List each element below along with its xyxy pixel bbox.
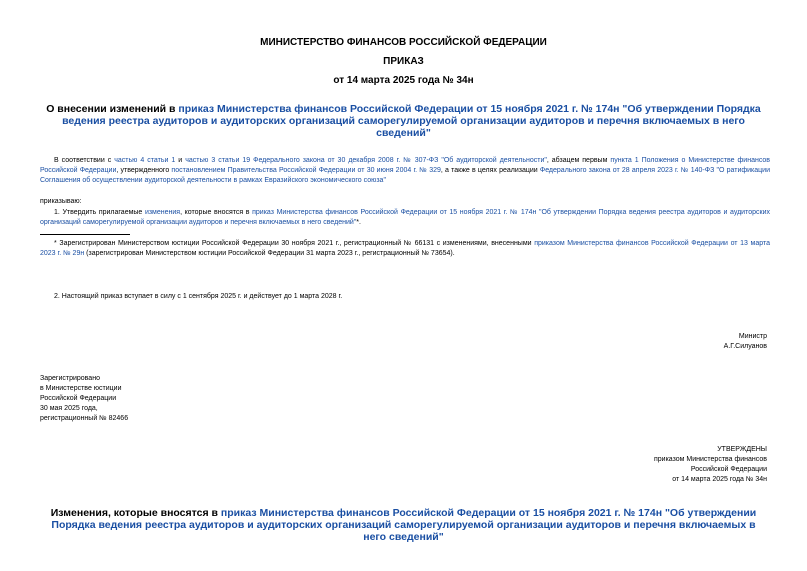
- footnote: [40, 239, 770, 259]
- item-1-text-1: 1. Утвердить прилагаемые: [54, 209, 145, 216]
- approval-line-1: УТВЕРЖДЕНЫ: [717, 446, 767, 453]
- preamble-link-2[interactable]: частью 3 статьи 19 Федерального закона от 30 декабря 2008 г. № 307-ФЗ "Об аудиторской деятельности": [185, 157, 547, 164]
- changes-title-prefix: Изменения, которые вносятся в: [50, 507, 221, 519]
- item-1-text-3: *.: [356, 219, 361, 226]
- item-2: 2. Настоящий приказ вступает в силу с 1 сентября 2025 г. и действует до 1 марта 2028 г.: [54, 293, 343, 300]
- registration-line-2: в Министерстве юстиции: [40, 385, 122, 392]
- signature-block: [724, 332, 767, 352]
- preamble-paragraph: [40, 156, 770, 186]
- changes-title: [40, 507, 767, 543]
- registration-block: [40, 374, 128, 424]
- approval-line-2: приказом Министерства финансов: [653, 456, 767, 463]
- footnote-text-1: * Зарегистрирован Министерством юстиции Российской Федерации 30 ноября 2021 г., регистрационный № 66131 с изменениями, внесенными: [54, 240, 535, 247]
- registration-line-5: регистрационный № 82466: [40, 415, 129, 422]
- registration-line-1: Зарегистрировано: [40, 375, 100, 382]
- preamble-text-3: , абзацем первым: [546, 157, 611, 164]
- item-1-order-link[interactable]: приказ Министерства финансов Российской Федерации от 15 ноября 2021 г. № 174н "Об утверждении Порядка ведения реестра аудиторов и аудиторских организаций саморегулируемой организации аудиторов и перечня включаемых в него сведений": [40, 209, 770, 226]
- signature-name: А.Г.Силуанов: [723, 343, 767, 350]
- registration-line-4: 30 мая 2025 года,: [40, 405, 98, 412]
- approval-line-4: от 14 марта 2025 года № 34н: [672, 476, 767, 483]
- approval-line-3: Российской Федерации: [690, 466, 767, 473]
- ministry-name: МИНИСТЕРСТВО ФИНАНСОВ РОССИЙСКОЙ ФЕДЕРАЦИИ: [260, 37, 547, 48]
- order-word: приказываю:: [40, 198, 82, 205]
- doc-type: ПРИКАЗ: [383, 56, 424, 67]
- item-1-changes-link[interactable]: изменения: [144, 209, 181, 216]
- approval-block: [654, 445, 767, 485]
- item-1-text-2: , которые вносятся в: [180, 209, 253, 216]
- preamble-link-4[interactable]: постановлением Правительства Российской Федерации от 30 июня 2004 г. № 329: [171, 167, 441, 174]
- preamble-text-4: , утвержденного: [116, 167, 172, 174]
- order-title: [40, 103, 767, 139]
- preamble-link-3[interactable]: пункта 1 Положения о Министерстве финансов Российской Федерации: [40, 157, 771, 174]
- footnote-text-2: (зарегистрирован Министерством юстиции Российской Федерации 31 марта 2023 г., регистрационный № 73654).: [84, 250, 455, 257]
- preamble-text-5: , а также в целях реализации: [440, 167, 540, 174]
- order-title-prefix: О внесении изменений в: [46, 103, 179, 115]
- order-title-link[interactable]: приказ Министерства финансов Российской Федерации от 15 ноября 2021 г. № 174н "Об утверждении Порядка ведения реестра аудиторов и аудиторских организаций саморегулируемой организации аудиторов и перечня включаемых в него сведений": [62, 103, 761, 139]
- preamble-link-5[interactable]: Федерального закона от 28 апреля 2023 г. № 140-ФЗ "О ратификации Соглашения об осуществлении аудиторской деятельности в рамках Евразийского экономического союза": [40, 167, 770, 184]
- preamble-text-1: В соответствии с: [54, 157, 115, 164]
- doc-date-number: от 14 марта 2025 года № 34н: [333, 75, 474, 86]
- footnote-divider: [40, 234, 130, 235]
- changes-title-link[interactable]: приказ Министерства финансов Российской Федерации от 15 ноября 2021 г. № 174н "Об утверждении Порядка ведения реестра аудиторов и аудиторских организаций саморегулируемой организации аудиторов и перечня включаемых в него сведений": [51, 507, 757, 543]
- item-1: [40, 208, 770, 228]
- signature-position: Министр: [738, 333, 767, 340]
- preamble-link-1[interactable]: частью 4 статьи 1: [114, 157, 176, 164]
- registration-line-3: Российской Федерации: [40, 395, 117, 402]
- footnote-link[interactable]: приказом Министерства финансов Российской Федерации от 13 марта 2023 г. № 29н: [40, 240, 770, 257]
- preamble-text-2: и: [175, 157, 186, 164]
